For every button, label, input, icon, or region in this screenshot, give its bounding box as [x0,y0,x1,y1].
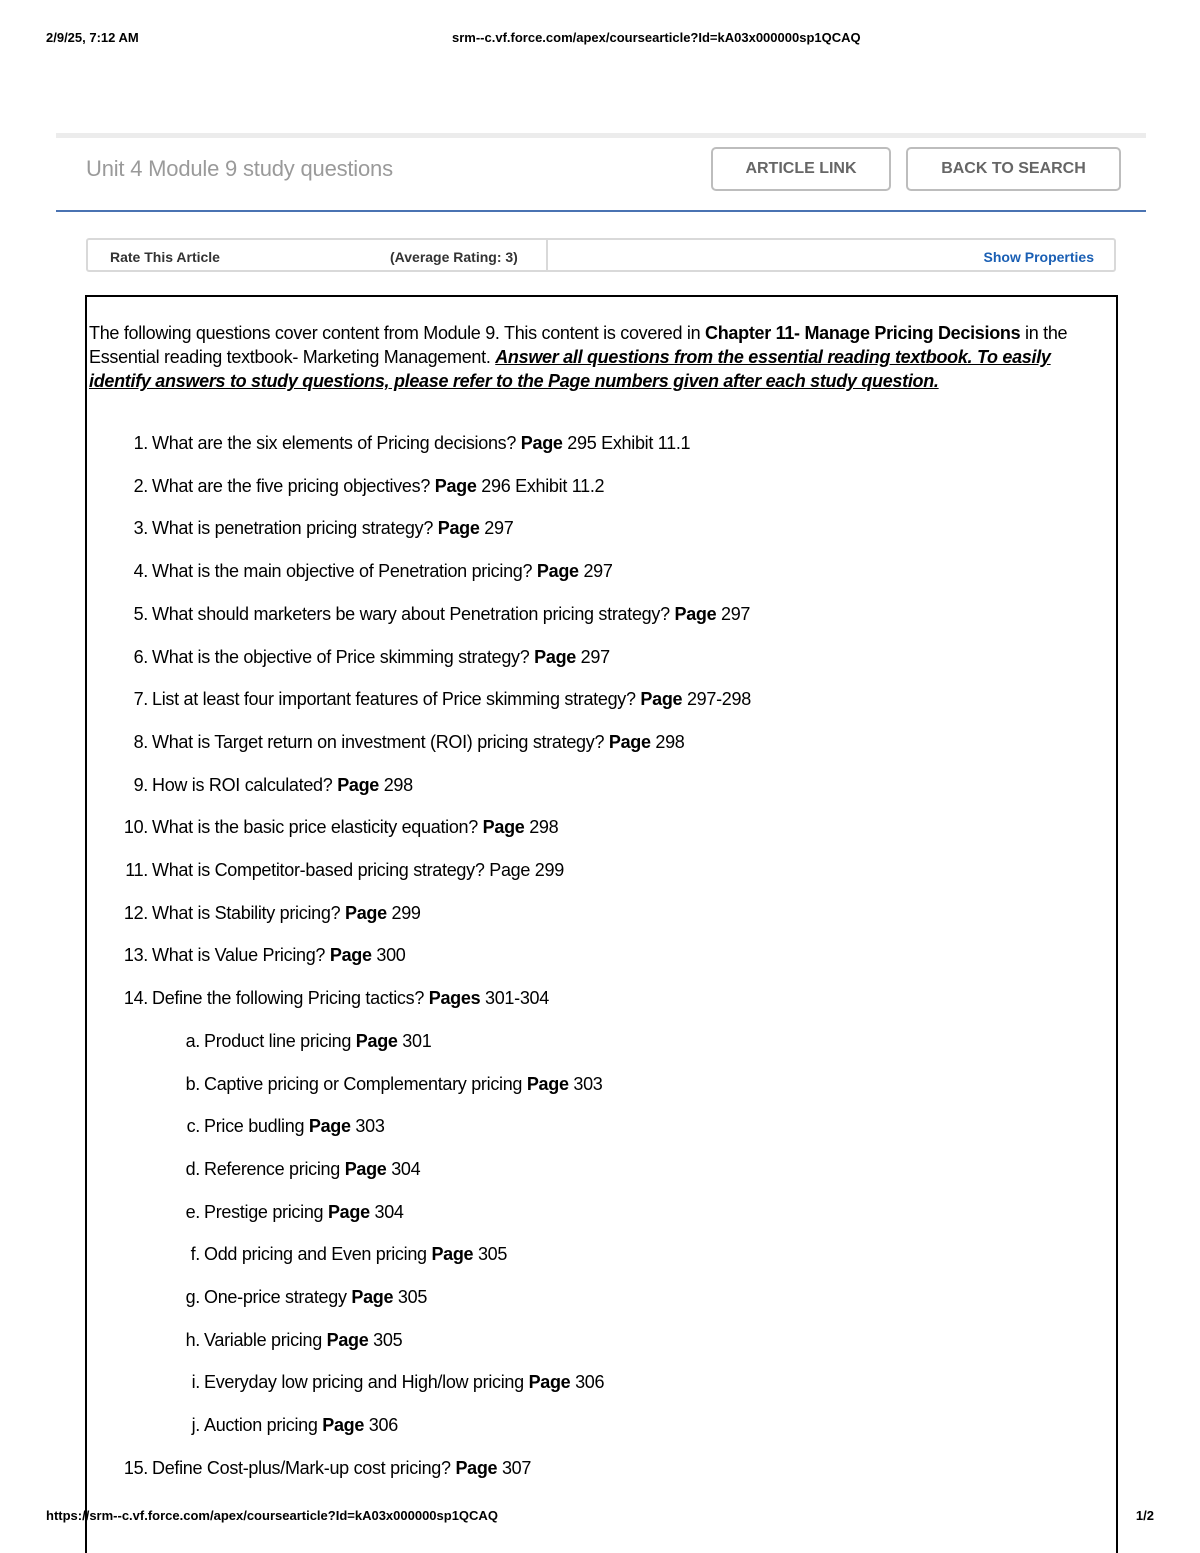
page-label: Page [674,604,717,624]
page-reference: 298 [524,817,559,837]
page-label: Page [536,561,579,581]
sub-question-item [180,1073,603,1095]
sub-question-item [180,1371,604,1393]
question-number: 9. [133,775,148,795]
intro-paragraph [89,321,1099,393]
page-reference: 304 [369,1202,404,1222]
question-text: What is Target return on investment (ROI) pricing strategy? [152,732,609,752]
question-item [112,646,610,668]
page-reference: 297 [716,604,751,624]
question-number: i. [191,1372,200,1392]
question-item [112,603,750,625]
page-reference: 296 Exhibit 11.2 [476,476,605,496]
page-reference: 298 [650,732,685,752]
question-number: j. [191,1415,200,1435]
question-number: 14. [123,988,148,1008]
page-reference: 300 [371,945,406,965]
print-footer [46,1508,1154,1528]
page-label: Page [528,1372,571,1392]
question-number: 7. [133,689,148,709]
question-number: a. [185,1031,200,1051]
question-item [112,517,513,539]
question-text: List at least four important features of Price skimming strategy? [152,689,641,709]
page-reference: 297 [479,518,514,538]
page-label: Page [326,1330,369,1350]
sub-question-item [180,1115,385,1137]
page-count: 1/2 [1135,1508,1154,1523]
page-label: Page [534,647,576,667]
page-label: Page [322,1415,365,1435]
question-number: 8. [133,732,148,752]
page-label: Page [351,1287,394,1307]
question-number: 6. [133,647,148,667]
question-number: f. [190,1244,200,1264]
page-reference: 299 [386,903,421,923]
page-label: Pages [428,988,481,1008]
page-label: Page [482,817,525,837]
question-text: What is the main objective of Penetration pricing? [152,561,537,581]
page-reference: 301 [397,1031,432,1051]
question-item [112,731,685,753]
question-number: 5. [133,604,148,624]
question-number: d. [185,1159,200,1179]
question-item [112,816,558,838]
question-text: Auction pricing [204,1415,323,1435]
question-number: g. [185,1287,200,1307]
question-text: What are the six elements of Pricing decisions? [152,433,521,453]
page-reference: 303 [568,1074,603,1094]
page-label: Page [337,775,380,795]
question-text: What is Stability pricing? [152,903,345,923]
question-number: 10. [123,817,148,837]
page-reference: 306 [364,1415,398,1435]
question-number: b. [185,1074,200,1094]
sub-question-item [180,1414,398,1436]
page-label: Page [455,1458,498,1478]
page-reference: 305 [368,1330,403,1350]
page-label: Page [434,476,477,496]
intro-instruction: Answer all questions from the essential reading textbook. To easily identify answers to study questions, please refer to the Page numbers given after each study question. [89,347,1051,391]
question-number: 12. [123,903,148,923]
question-number: 15. [123,1458,148,1478]
question-number: 11. [125,860,148,880]
question-text: Product line pricing [204,1031,356,1051]
question-number: c. [186,1116,200,1136]
question-number: h. [185,1330,200,1350]
question-text: Variable pricing [204,1330,327,1350]
page-reference: 297-298 [682,689,751,709]
question-text: What is Value Pricing? [152,945,330,965]
page-label: Page [437,518,480,538]
question-number: e. [185,1202,200,1222]
question-item [112,475,604,497]
sub-question-item [180,1158,420,1180]
page-reference: 307 [497,1458,532,1478]
page-label: Page [608,732,651,752]
question-text: Prestige pricing [204,1202,328,1222]
page-label: Page [355,1031,398,1051]
question-item [112,560,613,582]
footer-url: https://srm--c.vf.force.com/apex/coursearticle?Id=kA03x000000sp1QCAQ [46,1508,498,1523]
page-label: Page [431,1244,474,1264]
sub-question-item [180,1329,402,1351]
question-item [112,774,413,796]
question-text: What are the five pricing objectives? [152,476,435,496]
page-label: Page [329,945,372,965]
sub-question-item [180,1243,507,1265]
question-text: Price budling [204,1116,309,1136]
average-rating: (Average Rating: 3) [390,249,518,265]
page-label: Page [327,1202,370,1222]
page-reference: 297 [575,647,610,667]
intro-chapter: Chapter 11- Manage Pricing Decisions [705,323,1021,343]
question-text: Captive pricing or Complementary pricing [204,1074,527,1094]
question-number: 13. [123,945,148,965]
page-label: Page [526,1074,569,1094]
question-text: What is penetration pricing strategy? [152,518,438,538]
page-reference: 306 [570,1372,605,1392]
question-number: 4. [133,561,148,581]
page-label: Page [640,689,683,709]
article-body [85,295,1118,1553]
question-text: What is Competitor-based pricing strategy? Page 299 [152,860,564,880]
question-text: Odd pricing and Even pricing [204,1244,432,1264]
question-number: 3. [133,518,148,538]
question-item [112,902,421,924]
page-reference: 303 [350,1116,385,1136]
question-item [112,987,549,1009]
page-reference: 305 [393,1287,428,1307]
page-reference: 295 Exhibit 11.1 [562,433,691,453]
question-text: Reference pricing [204,1159,345,1179]
back-to-search-button[interactable]: BACK TO SEARCH [906,147,1121,191]
page-label: Page [344,903,387,923]
sub-question-item [180,1201,404,1223]
question-item [112,944,406,966]
question-text: What should marketers be wary about Penetration pricing strategy? [152,604,675,624]
article-link-button[interactable]: ARTICLE LINK [711,147,891,191]
question-text: Define Cost-plus/Mark-up cost pricing? [152,1458,456,1478]
question-item [112,859,564,881]
question-text: What is the objective of Price skimming strategy? [152,647,535,667]
print-header [46,30,1154,50]
show-properties-link[interactable]: Show Properties [983,249,1094,265]
article-header [56,133,1146,212]
question-number: 1. [133,433,148,453]
page-label: Page [308,1116,351,1136]
page-label: Page [344,1159,387,1179]
question-item [112,688,751,710]
rating-bar [86,238,1116,272]
page-label: Page [520,433,563,453]
question-text: What is the basic price elasticity equation? [152,817,483,837]
question-item [112,432,690,454]
question-text: How is ROI calculated? [152,775,338,795]
rate-article-link[interactable]: Rate This Article [110,249,220,265]
question-text: One-price strategy [204,1287,352,1307]
article-title: Unit 4 Module 9 study questions [86,156,393,181]
intro-text-2: in the Essential reading textbook- Marketing Management. [89,323,1068,367]
page-reference: 301-304 [480,988,549,1008]
question-number: 2. [133,476,148,496]
page-reference: 297 [578,561,613,581]
page-reference: 304 [386,1159,421,1179]
question-text: Define the following Pricing tactics? [152,988,429,1008]
intro-text: The following questions cover content from Module 9. This content is covered in [89,323,706,343]
question-item [112,1457,531,1479]
question-text: Everyday low pricing and High/low pricing [204,1372,529,1392]
sub-question-item [180,1030,431,1052]
page-reference: 298 [379,775,413,795]
page-reference: 305 [473,1244,508,1264]
rating-divider [546,240,548,270]
sub-question-item [180,1286,427,1308]
print-datetime: 2/9/25, 7:12 AM [46,30,139,45]
print-url: srm--c.vf.force.com/apex/coursearticle?Id=kA03x000000sp1QCAQ [452,30,861,45]
